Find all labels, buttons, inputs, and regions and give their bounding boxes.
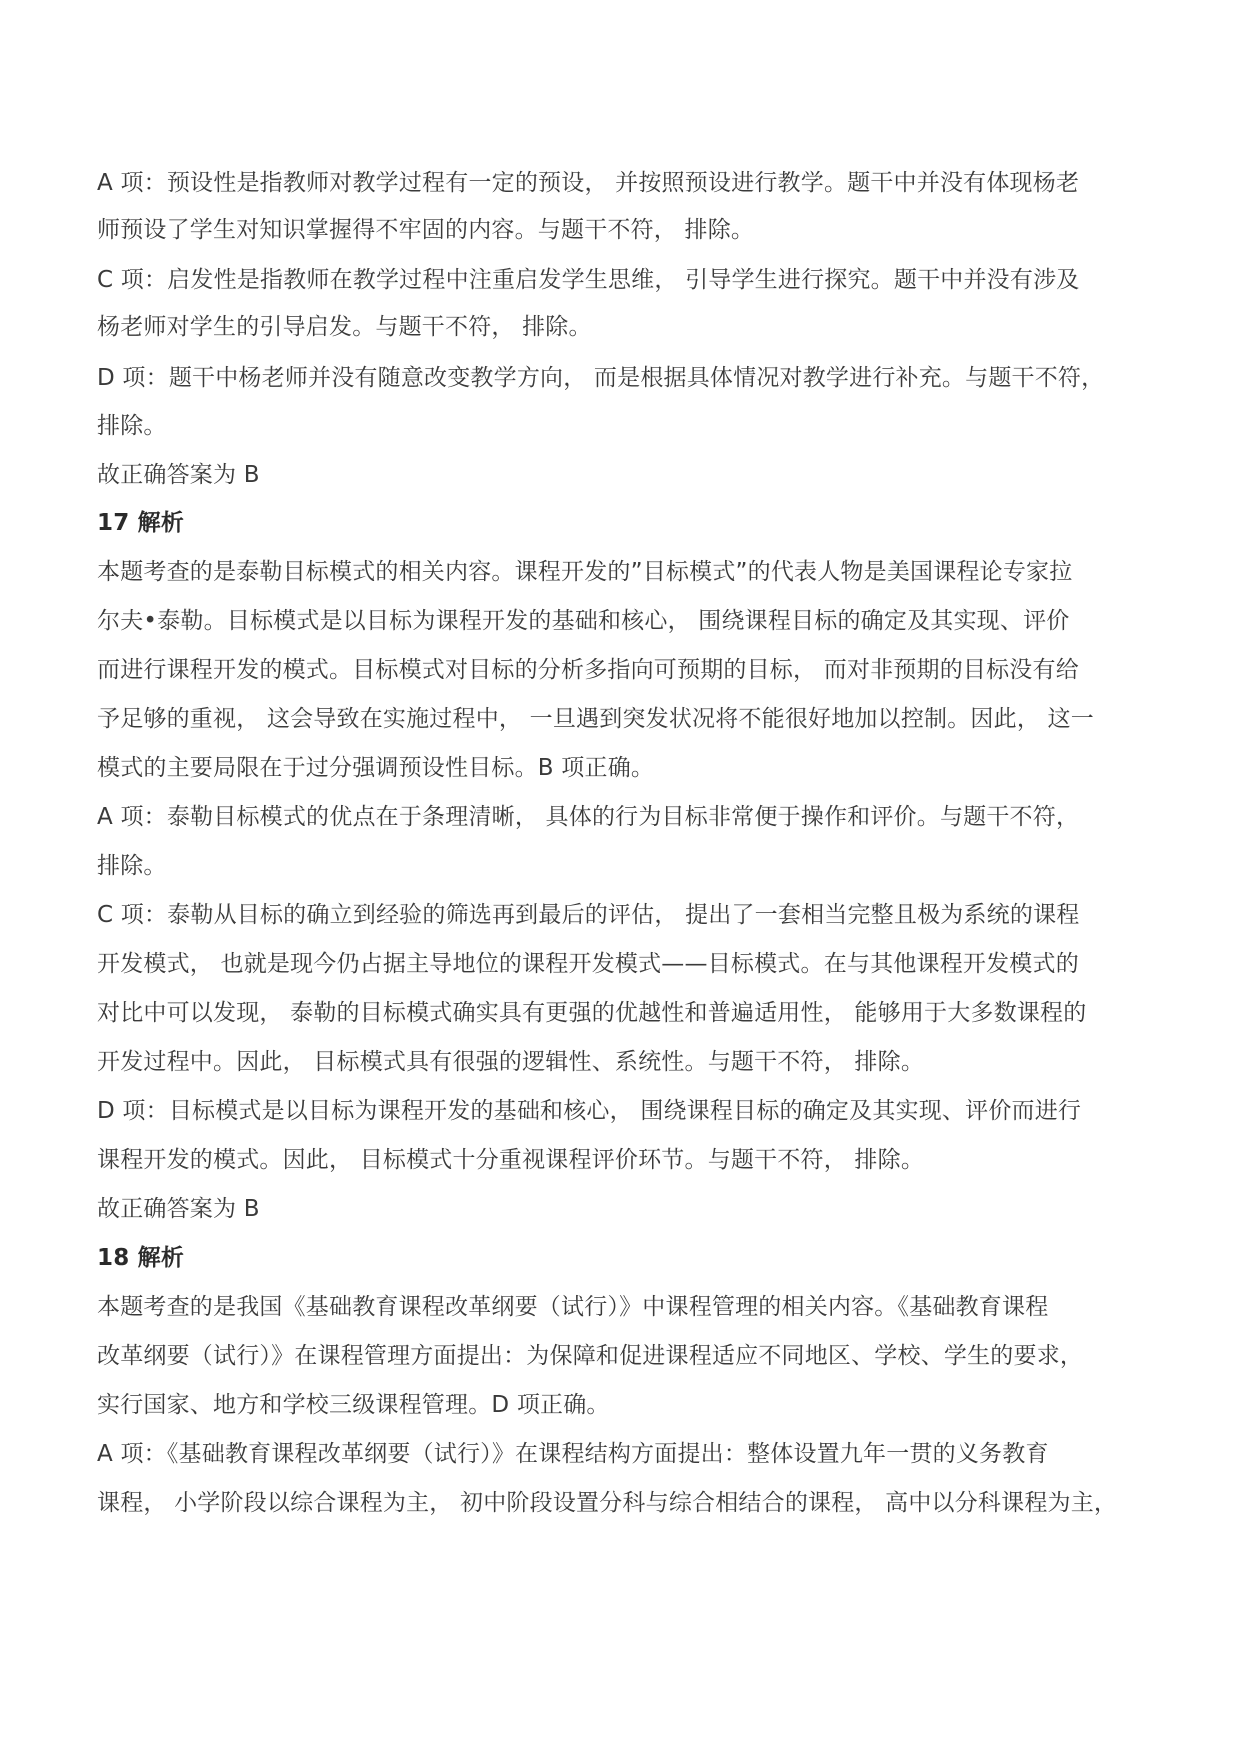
text-line: 模式的主要局限在于过分强调预设性目标。B 项正确。 [97,755,655,781]
text-line: 本题考查的是我国《基础教育课程改革纲要（试行）》中课程管理的相关内容。《基础教育课程 [97,1294,1049,1320]
text-line: 故正确答案为 B [97,462,260,488]
text-line: 师预设了学生对知识掌握得不牢固的内容。与题干不符， 排除。 [97,217,755,243]
section-heading-18: 18 解析 [97,1245,185,1271]
text-line: 排除。 [97,413,167,439]
text-line: A 项：泰勒目标模式的优点在于条理清晰， 具体的行为目标非常便于操作和评价。与题干不符， [97,804,1080,830]
text-line: 而进行课程开发的模式。目标模式对目标的分析多指向可预期的目标， 而对非预期的目标没有给 [97,657,1079,683]
text-line: 实行国家、地方和学校三级课程管理。D 项正确。 [97,1392,610,1418]
text-line: 对比中可以发现， 泰勒的目标模式确实具有更强的优越性和普遍适用性， 能够用于大多数课程的 [97,1000,1087,1026]
text-line: A 项：预设性是指教师对教学过程有一定的预设， 并按照预设进行教学。题干中并没有体现杨老 [97,170,1080,196]
text-line: 开发过程中。因此， 目标模式具有很强的逻辑性、系统性。与题干不符， 排除。 [97,1049,925,1075]
section-heading-17: 17 解析 [97,510,185,536]
text-line: 故正确答案为 B [97,1196,260,1222]
text-line: C 项：泰勒从目标的确立到经验的筛选再到最后的评估， 提出了一套相当完整且极为系统的课程 [97,902,1080,928]
text-line: 杨老师对学生的引导启发。与题干不符， 排除。 [97,314,592,340]
text-line: D 项：目标模式是以目标为课程开发的基础和核心， 围绕课程目标的确定及其实现、评价而进行 [97,1098,1082,1124]
text-line: 课程， 小学阶段以综合课程为主， 初中阶段设置分科与综合相结合的课程， 高中以分科课程为主， [97,1490,1118,1516]
text-line: C 项：启发性是指教师在教学过程中注重启发学生思维， 引导学生进行探究。题干中并没有涉及 [97,267,1080,293]
text-line: 改革纲要（试行）》在课程管理方面提出：为保障和促进课程适应不同地区、学校、学生的要求， [97,1343,1084,1369]
text-line: 尔夫•泰勒。目标模式是以目标为课程开发的基础和核心， 围绕课程目标的确定及其实现、评价 [97,608,1070,634]
text-line: D 项：题干中杨老师并没有随意改变教学方向， 而是根据具体情况对教学进行补充。与题干不符， [97,365,1105,391]
text-line: 开发模式， 也就是现今仍占据主导地位的课程开发模式——目标模式。在与其他课程开发模式的 [97,951,1079,977]
text-line: 本题考查的是泰勒目标模式的相关内容。课程开发的”目标模式”的代表人物是美国课程论专家拉 [97,559,1073,585]
text-line: 予足够的重视， 这会导致在实施过程中， 一旦遇到突发状况将不能很好地加以控制。因此， 这一 [97,706,1094,732]
text-line: A 项：《基础教育课程改革纲要（试行）》在课程结构方面提出：整体设置九年一贯的义务教育 [97,1441,1049,1467]
text-line: 课程开发的模式。因此， 目标模式十分重视课程评价环节。与题干不符， 排除。 [97,1147,925,1173]
text-line: 排除。 [97,853,167,879]
